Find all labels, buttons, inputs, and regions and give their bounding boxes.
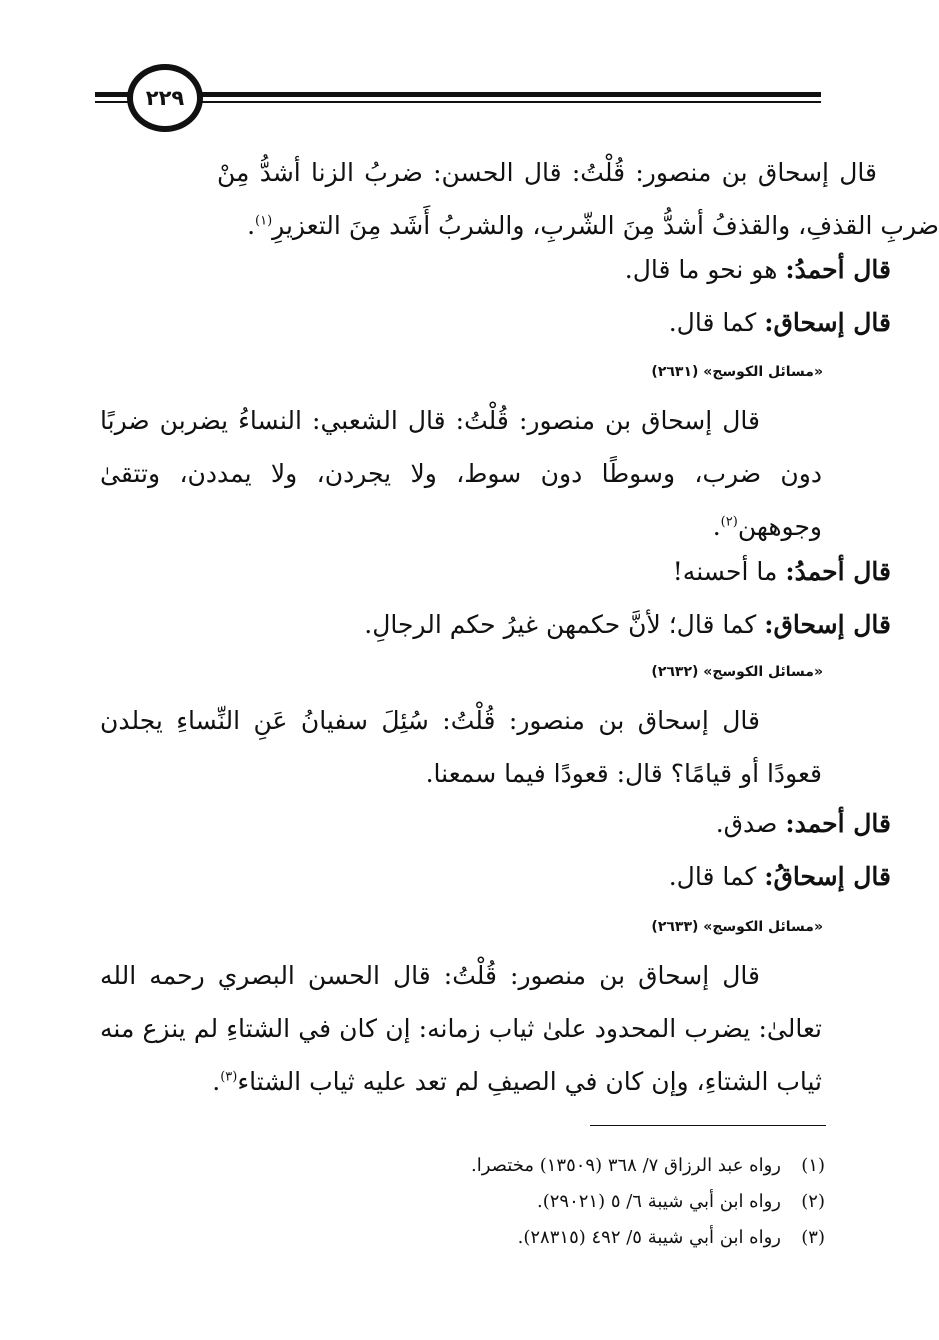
reply-ishaq-1	[669, 303, 891, 343]
reply-text: كما قال؛ لأنَّ حكمهن غيرُ حكم الرجالِ.	[364, 610, 757, 639]
footnote-2	[125, 1184, 825, 1220]
reply-ahmad-3	[716, 804, 891, 844]
footnote-text: رواه ابن أبي شيبة ٥/ ٤٩٢ (٢٨٣١٥).	[517, 1227, 781, 1248]
footnote-1	[125, 1148, 825, 1184]
reply-speaker: قال أحمدُ:	[785, 255, 891, 284]
header-rule-thin	[95, 101, 821, 103]
paragraph-4-text: قال إسحاق بن منصور: قُلْتُ: قال الحسن البصري رحمه الله تعالىٰ: يضرب المحدود علىٰ ثياب زمانه: إن كان في الشتاءِ لم ينزع منه ثياب الشتاءِ، وإن كان في الصيفِ لم تعد عليه ثياب الشتاء	[100, 961, 822, 1096]
page-number: ٢٢٩	[127, 64, 203, 132]
source-citation-2633: «مسائل الكوسج» (٢٦٣٣)	[651, 919, 823, 935]
header-rule	[95, 88, 821, 110]
reply-speaker: قال إسحاق:	[764, 308, 891, 337]
footnotes	[125, 1148, 825, 1256]
paragraph-4-end: .	[212, 1067, 221, 1096]
reply-text: ما أحسنه!	[672, 557, 778, 586]
reply-speaker: قال إسحاقُ:	[764, 862, 891, 891]
footnote-separator	[590, 1125, 826, 1126]
paragraph-1-text: قال إسحاق بن منصور: قُلْتُ: قال الحسن: ضربُ الزنا أشدُّ مِنْ ضربِ القذفِ، والقذفُ أشدُّ مِنَ الشّربِ، والشربُ أَشَد مِنَ التعزيرِ	[217, 158, 939, 240]
reply-text: كما قال.	[668, 308, 757, 337]
paragraph-2	[100, 394, 822, 553]
reply-speaker: قال أحمد:	[785, 809, 891, 838]
reply-ishaq-3	[669, 857, 891, 897]
paragraph-1-end: .	[247, 211, 256, 240]
footnote-ref-3: (٣)	[220, 1069, 238, 1085]
paragraph-4	[100, 949, 822, 1108]
reply-text: صدق.	[715, 809, 778, 838]
reply-ishaq-2	[364, 605, 891, 645]
reply-text: هو نحو ما قال.	[624, 255, 778, 284]
paragraph-3	[100, 694, 822, 800]
source-citation-2631: «مسائل الكوسج» (٢٦٣١)	[651, 364, 823, 380]
footnote-text: رواه عبد الرزاق ٧/ ٣٦٨ (١٣٥٠٩) مختصرا.	[471, 1155, 781, 1176]
reply-ahmad-1	[625, 250, 891, 290]
reply-speaker: قال إسحاق:	[764, 610, 891, 639]
footnote-number: (٢)	[801, 1191, 825, 1212]
paragraph-3-text: قال إسحاق بن منصور: قُلْتُ: سُئِلَ سفيانُ عَنِ النِّساءِ يجلدن قعودًا أو قيامًا؟ قال: قعودًا فيما سمعنا.	[100, 706, 822, 788]
paragraph-2-end: .	[712, 512, 721, 541]
footnote-ref-1: (١)	[255, 213, 273, 229]
footnote-3	[125, 1220, 825, 1256]
header-rule-thick	[95, 92, 821, 97]
reply-text: كما قال.	[668, 862, 757, 891]
footnote-ref-2: (٢)	[720, 514, 738, 530]
paragraph-2-text: قال إسحاق بن منصور: قُلْتُ: قال الشعبي: النساءُ يضربن ضربًا دون ضرب، وسوطًا دون سوط، ولا يجردن، ولا يمددن، وتتقىٰ وجوههن	[100, 406, 822, 541]
paragraph-1	[217, 146, 939, 252]
source-citation-2632: «مسائل الكوسج» (٢٦٣٢)	[651, 664, 823, 680]
reply-ahmad-2	[673, 552, 891, 592]
footnote-number: (١)	[801, 1155, 825, 1176]
reply-speaker: قال أحمدُ:	[785, 557, 891, 586]
footnote-number: (٣)	[801, 1227, 825, 1248]
footnote-text: رواه ابن أبي شيبة ٦/ ٥ (٢٩٠٢١).	[536, 1191, 781, 1212]
